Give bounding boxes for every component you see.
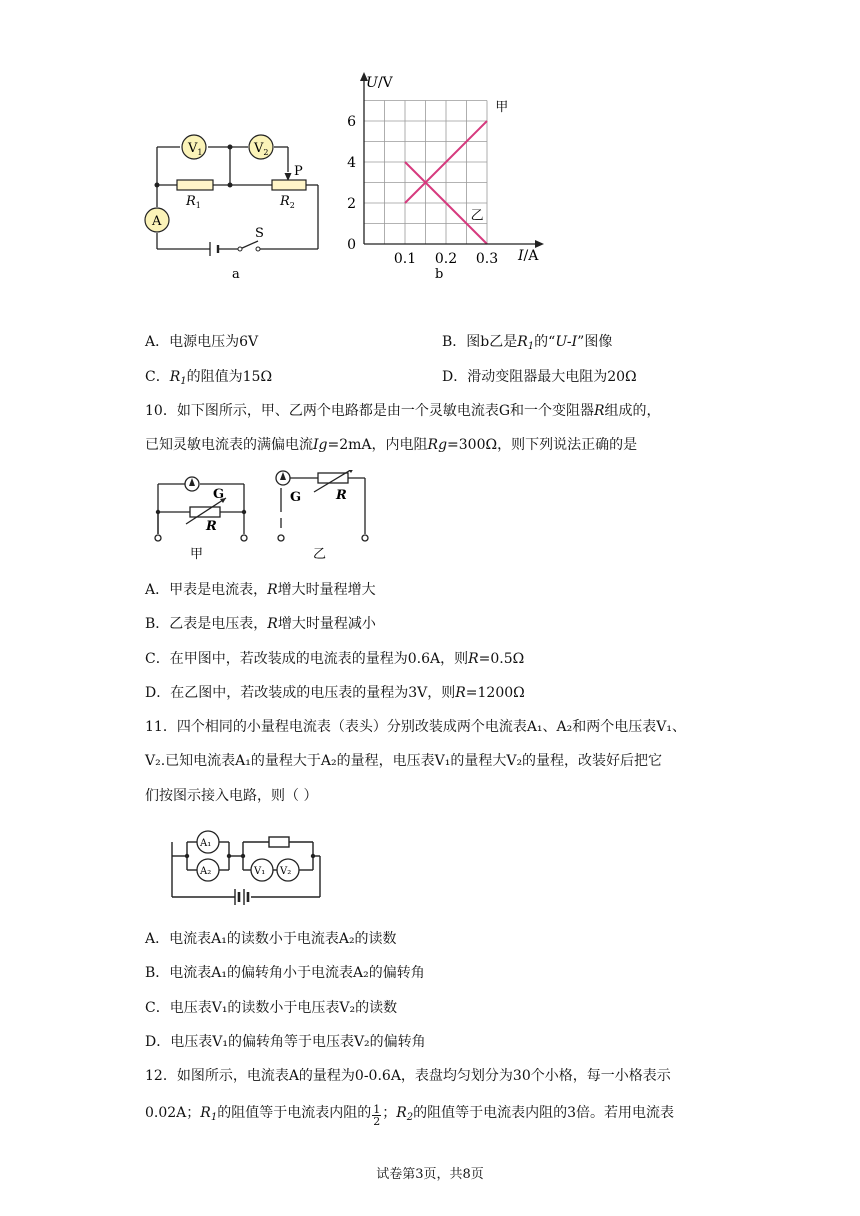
galvanometer-g-label-yi: G <box>290 490 302 505</box>
ammeter-a1-label: A₁ <box>200 838 212 849</box>
v2-meter-label: V <box>254 141 264 156</box>
galvanometer-g-label-jia: G <box>213 487 225 502</box>
switch-label: S <box>255 226 264 241</box>
q12-stem-line-2: 0.02A；$R_1$的阻值等于电流表内阻的 $\frac{1}{2}$ ；$R_2$的阻值等于电流表内阻的3倍。若用电流表 <box>145 1103 675 1128</box>
q11-circuit-figure <box>165 830 325 915</box>
r2-subscript: 2 <box>289 201 295 210</box>
q11-stem-line-2: V₂.已知电流表A₁的量程大于A₂的量程，电压表V₁的量程大V₂的量程，改装好后把它 <box>145 753 663 769</box>
rheostat-r-label-yi: R <box>336 488 347 503</box>
x-axis-label: I/A <box>518 248 539 264</box>
figure-yi-caption: 乙 <box>313 547 327 562</box>
q11-stem-line-3: 们按图示接入电路，则（ ） <box>145 788 318 804</box>
ammeter-a2-label: A₂ <box>200 866 212 877</box>
q11-option-a: A．电流表A₁的读数小于电流表A₂的读数 <box>145 931 397 947</box>
q11-option-d: D．电压表V₁的偏转角等于电压表V₂的偏转角 <box>145 1034 426 1050</box>
q11-option-b: B．电流表A₁的偏转角小于电流表A₂的偏转角 <box>145 965 425 981</box>
q10-stem-line-1: 10．如下图所示，甲、乙两个电路都是由一个灵敏电流表G和一个变阻器R组成的， <box>145 403 661 419</box>
figure-b-caption: b <box>435 267 444 282</box>
q10-option-a: A．甲表是电流表，R增大时量程增大 <box>145 582 376 598</box>
ui-graph-figure-b <box>340 70 550 285</box>
rheostat-r-label-jia: R <box>206 519 217 534</box>
figure-a-caption: a <box>232 267 240 282</box>
q9-option-b: B．图b乙是$R_1$的“U-I”图像 <box>442 334 613 352</box>
slider-label: P <box>294 164 303 179</box>
circuit-figure-a <box>140 125 330 285</box>
y-tick-label: 0 <box>347 237 356 253</box>
svg-text:R1 <box>185 194 201 210</box>
figure-jia-caption: 甲 <box>190 547 204 562</box>
x-tick-label: 0.1 <box>393 251 417 267</box>
q9-option-c: C．$R_1$的阻值为15Ω <box>145 369 273 387</box>
q11-stem-line-1: 11．四个相同的小量程电流表（表头）分别改装成两个电流表A₁、A₂和两个电压表V₁、 <box>145 719 686 735</box>
q9-option-d: D．滑动变阻器最大电阻为20Ω <box>442 369 637 385</box>
page-footer: 试卷第3页，共8页 <box>376 1167 484 1182</box>
y-tick-label: 2 <box>347 196 356 212</box>
v1-meter-label: V <box>188 141 198 156</box>
q10-stem-line-2: 已知灵敏电流表的满偏电流Ig=2mA，内电阻Rg=300Ω，则下列说法正确的是 <box>145 437 638 453</box>
series-label-jia: 甲 <box>495 99 509 115</box>
x-tick-label: 0.2 <box>434 251 458 267</box>
q10-option-c: C．在甲图中，若改装成的电流表的量程为0.6A，则R=0.5Ω <box>145 651 525 667</box>
ammeter-label: A <box>152 214 162 229</box>
svg-text:R2 <box>279 194 295 210</box>
x-axis-arrow <box>535 240 544 248</box>
y-tick-label: 6 <box>347 114 356 130</box>
r1-subscript: 1 <box>195 201 201 210</box>
v1-meter-subscript: 1 <box>197 148 203 157</box>
x-tick-label: 0.3 <box>475 251 499 267</box>
y-axis-label: U/V <box>366 75 393 91</box>
q11-option-c: C．电压表V₁的读数小于电压表V₂的读数 <box>145 1000 398 1016</box>
voltmeter-v1-label: V₁ <box>254 866 266 877</box>
r2-label: R <box>280 194 290 209</box>
q10-option-b: B．乙表是电压表，R增大时量程减小 <box>145 616 376 632</box>
voltmeter-v2-label: V₂ <box>280 866 292 877</box>
series-label-yi: 乙 <box>470 208 484 224</box>
fraction-one-half: $\frac{1}{2}$ <box>373 1103 381 1128</box>
q10-circuit-figure <box>150 470 380 570</box>
q9-option-a: A．电源电压为6V <box>145 334 259 350</box>
q12-stem-line-1: 12．如图所示，电流表A的量程为0-0.6A，表盘均匀划分为30个小格，每一小格表示 <box>145 1068 671 1084</box>
r1-label: R <box>186 194 196 209</box>
v2-meter-subscript: 2 <box>263 148 269 157</box>
y-tick-label: 4 <box>347 155 356 171</box>
q10-option-d: D．在乙图中，若改装成的电压表的量程为3V，则R=1200Ω <box>145 685 525 701</box>
